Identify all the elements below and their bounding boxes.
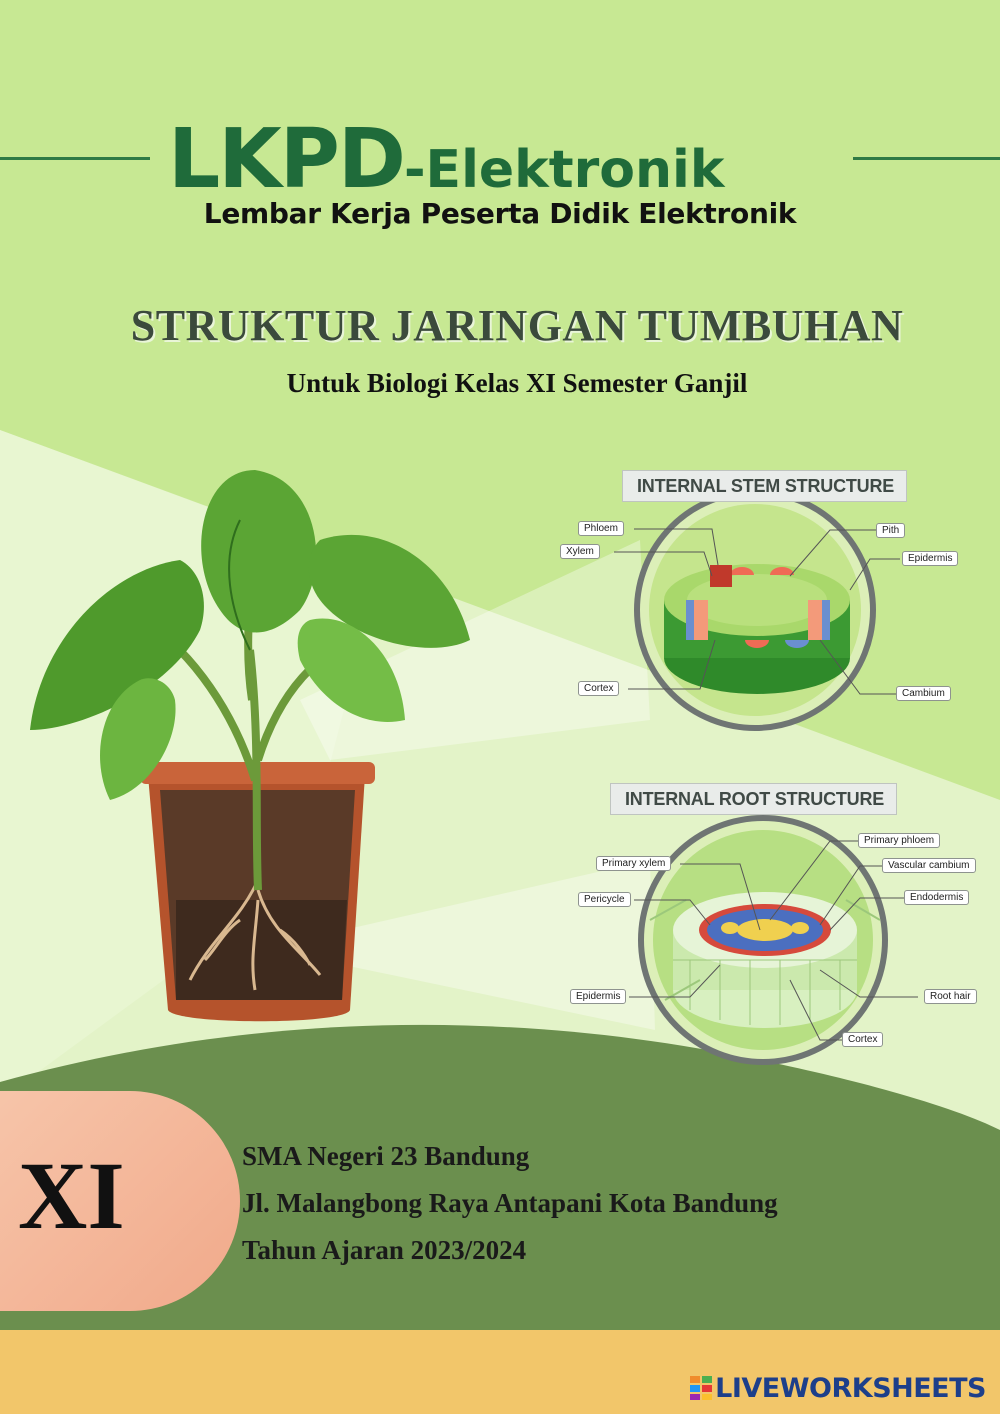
document-subtitle: Untuk Biologi Kelas XI Semester Ganjil xyxy=(286,368,748,398)
label-root-cortex: Cortex xyxy=(842,1032,883,1047)
header-tagline: Lembar Kerja Peserta Didik Elektronik xyxy=(203,197,797,230)
label-pith: Pith xyxy=(876,523,905,538)
logo-sub-text: -Elektronik xyxy=(403,140,725,200)
label-xylem: Xylem xyxy=(560,544,600,559)
label-root-epidermis: Epidermis xyxy=(570,989,626,1004)
header-rule-right xyxy=(853,157,1000,160)
root-diagram-title: INTERNAL ROOT STRUCTURE xyxy=(610,783,897,815)
stem-diagram-title: INTERNAL STEM STRUCTURE xyxy=(622,470,907,502)
document-title: STRUKTUR JARINGAN TUMBUHAN xyxy=(130,301,904,350)
label-stem-epidermis: Epidermis xyxy=(902,551,958,566)
lkpd-logo xyxy=(168,112,724,207)
liveworksheets-logo[interactable] xyxy=(690,1373,986,1404)
school-name: SMA Negeri 23 Bandung xyxy=(242,1141,530,1171)
liveworksheets-text: LIVEWORKSHEETS xyxy=(715,1373,986,1404)
logo-main-text: LKPD xyxy=(168,112,404,207)
label-endodermis: Endodermis xyxy=(904,890,969,905)
label-stem-cortex: Cortex xyxy=(578,681,619,696)
label-root-hair: Root hair xyxy=(924,989,977,1004)
footer-band xyxy=(0,1330,1000,1414)
label-primary-phloem: Primary phloem xyxy=(858,833,940,848)
school-address: Jl. Malangbong Raya Antapani Kota Bandung xyxy=(242,1188,778,1218)
label-vascular-cambium: Vascular cambium xyxy=(882,858,976,873)
label-primary-xylem: Primary xylem xyxy=(596,856,671,871)
label-phloem: Phloem xyxy=(578,521,624,536)
grade-label: XI xyxy=(18,1142,125,1249)
label-cambium: Cambium xyxy=(896,686,951,701)
label-pericycle: Pericycle xyxy=(578,892,631,907)
school-year: Tahun Ajaran 2023/2024 xyxy=(242,1235,527,1265)
liveworksheets-icon xyxy=(690,1376,712,1400)
header-rule-left xyxy=(0,157,150,160)
